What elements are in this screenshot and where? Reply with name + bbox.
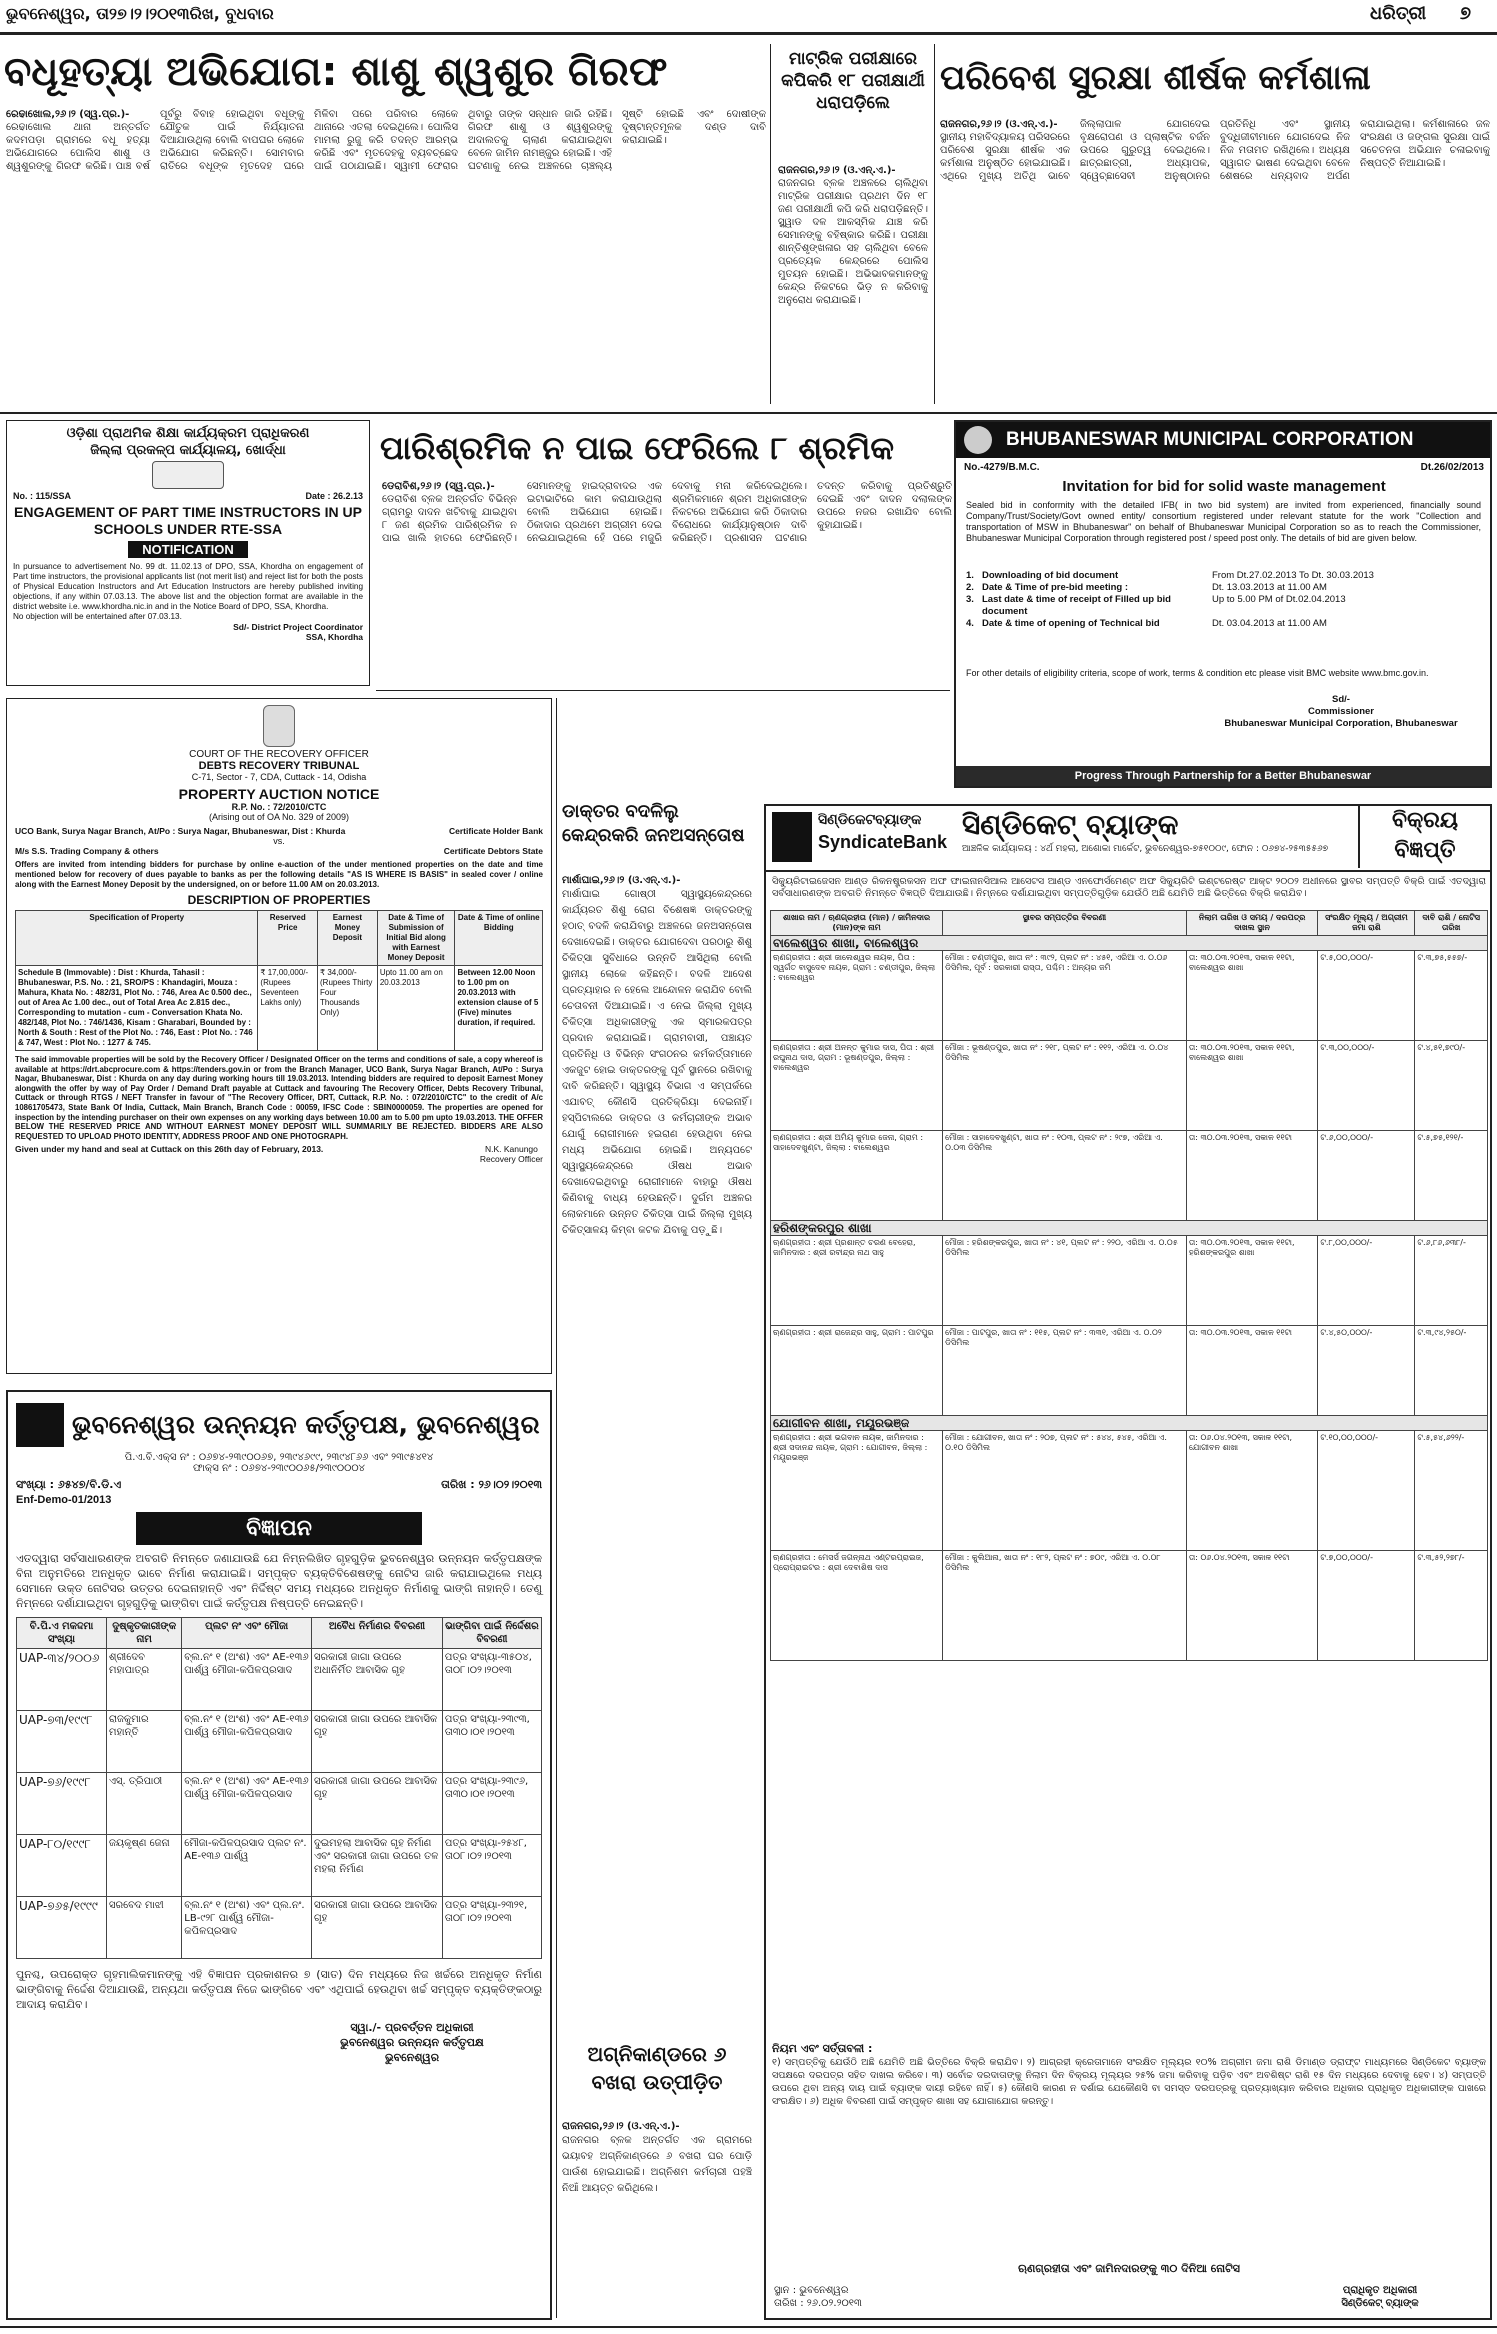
table-cell: ଟ.୩,୦୦,୦୦୦/- [1318,1041,1415,1131]
story6-headline: ଅଗ୍ନିକାଣ୍ଡରେ ୬ ବଖରା ଉତ୍ପୀଡ଼ିତ [587,2042,727,2094]
row2-rule-left [376,690,950,691]
table-cell: ସରକାରୀ ଜାଗା ଉପରେ ଆବାସିକ ଗୃହ [311,1711,442,1773]
table-cell: ଟ.୪,୫୦,୦୦୦/- [1318,1326,1415,1416]
bda-signer: ସ୍ୱା./- ପ୍ରବର୍ତ୍ତନ ଅଧିକାରୀ [350,2021,474,2034]
story4-headline: ପାରିଶ୍ରମିକ ନ ପାଇ ଫେରିଲେ ୮ ଶ୍ରମିକ [380,429,894,467]
ssa-ref-no: No. : 115/SSA [13,491,72,501]
bmc-date: Dt.26/02/2013 [1420,462,1484,473]
table-row [17,1773,542,1835]
bmc-footer: For other details of eligibility criteria, scope of work, terms & condition etc please visit BMC website www.bmc.gov.in. [966,668,1429,678]
table-cell: ପତ୍ର ସଂଖ୍ୟା-୨୩୯୩, ତା୩୦।୦୧।୨୦୧୩ [442,1711,541,1773]
table-cell: ମୌଜା : ଯୋଗୀବନ, ଖାତା ନଂ : ୨୦୭, ପ୍ଲଟ ନଂ : ୫୪୪, ୫୪୫, ଏରିଆ ଏ. ୦.୧୦ ଡିସିମିଲ [943,1431,1187,1551]
table-cell: ଟ.୭,୦୦,୦୦୦/- [1318,1551,1415,1661]
table-cell: ତା: ୩୦.୦୩.୨୦୧୩, ସକାଳ ୧୧ଟା [1186,1326,1318,1416]
story4-text: ଡେରାବିଶ ବ୍ଳକ ଅନ୍ତର୍ଗତ ବିଭିନ୍ନ ଗ୍ରାମରୁ ଦାଦନ ଖଟିବାକୁ ଯାଇଥିବା ୮ ଜଣ ଶ୍ରମିକ ପାରିଶ୍ରମିକ ନ ପାଇ ଖାଲି ହାତରେ ଫେରିଛନ୍ତି। ସେମାନଙ୍କୁ ହାଇଦ୍ରାବାଦର ଏକ ଇଟାଭାଟିରେ କାମ କରାଯାଉଥିଲା ବୋଲି ଅଭିଯୋଗ ହୋଇଛି। ଠିକାଦାର ପ୍ରଥମେ ଅଗ୍ରୀମ ଦେଇ ନେଇଯାଇଥିଲେ ହେଁ ପରେ ମଜୁରି ଦେବାକୁ ମନା କରିଦେଇଥିଲେ। ଶ୍ରମିକମାନେ ଶ୍ରମ ଅଧିକାରୀଙ୍କ ନିକଟରେ ଅଭିଯୋଗ କରି ଠିକାଦାର ବିରୋଧରେ କାର୍ଯ୍ୟାନୁଷ୍ଠାନ ଦାବି କରିଛନ୍ତି। ପ୍ରଶାସନ ଘଟଣାର ତଦନ୍ତ କରିବାକୁ ପ୍ରତିଶ୍ରୁତି ଦେଇଛି ଏବଂ ଦାଦନ ଦଲାଲଙ୍କ ଉପରେ ନଜର ରଖାଯିବ ବୋଲି କୁହାଯାଇଛି। [382,481,952,544]
story6-body [562,2120,752,2320]
bmc-item: 2. Date & Time of pre-bid meeting : Dt. 13.03.2013 at 11.00 AM [966,582,1327,593]
table-cell: ମୌଜା-କପିଳପ୍ରସାଦ ପ୍ଲଟ ନଂ. AE-୧୩୬ ପାର୍ଶ୍ୱ [182,1835,312,1897]
ssa-notification-badge: NOTIFICATION [128,541,247,558]
table-cell: ତା: ୩୦.୦୩.୨୦୧୩, ସକାଳ ୧୧ଟା [1186,1131,1318,1221]
table-cell: UAP-୭୬୫/୧୯୯୯ [17,1897,107,1959]
story1-dateline: ରେଢାଖୋଲ,୨୬।୨ (ସ୍ୱ.ପ୍ର.)- [6,109,130,120]
bda-contact: ପି.ଏ.ବି.ଏକ୍ସ ନଂ : ୦୬୭୪-୨୩୯୦୦୬୭, ୨୩୯୪୬୯୯, ୨୩୯୪୮୬୬ ଏବଂ ୨୩୯୫୪୧୪ [124,1452,434,1463]
story3-headline: ପରିବେଶ ସୁରକ୍ଷା ଶୀର୍ଷକ କର୍ମଶାଳା [940,58,1371,98]
section-branch: ଯୋଗୀବନ ଶାଖା, ମୟୂରଭଞ୍ଜ [771,1416,1488,1431]
table-cell: ଋଣଗ୍ରହୀତା : ଶ୍ରୀ ଜାଲେଶ୍ୱର ନାୟକ, ପିତା : ସ୍ୱର୍ଗତ ବାସୁଦେବ ନାୟକ, ଗ୍ରାମ : ଚଣ୍ଡୀପୁର, ଜିଲ୍ଲା : ବାଲେଶ୍ୱର [771,951,943,1041]
bda-signer-city: ଭୁବନେଶ୍ୱର [384,2051,440,2064]
story5-text: ମାର୍ଶାଘାଇ ଗୋଷ୍ଠୀ ସ୍ୱାସ୍ଥ୍ୟକେନ୍ଦ୍ରରେ କାର୍ଯ୍ୟରତ ଶିଶୁ ରୋଗ ବିଶେଷଜ୍ଞ ଡାକ୍ତରଙ୍କୁ ହଠାତ୍ ବଦଳି କରାଯିବାରୁ ଅଞ୍ଚଳରେ ଜନଅସନ୍ତୋଷ ଦେଖାଦେଇଛି। ଡାକ୍ତର ଯୋଗଦେବା ପରଠାରୁ ଶିଶୁ ଚିକିତ୍ସା ସୁବିଧାରେ ଉନ୍ନତି ଆସିଥିଲା ବୋଲି ସ୍ଥାନୀୟ ଲୋକେ କହିଛନ୍ତି। ବଦଳି ଆଦେଶ ପ୍ରତ୍ୟାହାର ନ ହେଲେ ଆନ୍ଦୋଳନ କରାଯିବ ବୋଲି ଚେତାବନୀ ଦିଆଯାଇଛି। ଏ ନେଇ ଜିଲ୍ଲା ମୁଖ୍ୟ ଚିକିତ୍ସା ଅଧିକାରୀଙ୍କୁ ଏକ ସ୍ମାରକପତ୍ର ପ୍ରଦାନ କରାଯାଇଛି। ଗ୍ରାମବାସୀ, ପଞ୍ଚାୟତ ପ୍ରତିନିଧି ଓ ବିଭିନ୍ନ ସଂଗଠନର କର୍ମକର୍ତ୍ତାମାନେ ଏକଜୁଟ ହୋଇ ଡାକ୍ତରଙ୍କୁ ପୂର୍ବ ସ୍ଥାନରେ ରଖିବାକୁ ଦାବି କରିଛନ୍ତି। ସ୍ୱାସ୍ଥ୍ୟ ବିଭାଗ ଏ ସମ୍ପର୍କରେ ଏଯାବତ୍ କୌଣସି ପ୍ରତିକ୍ରିୟା ଦେଇନାହିଁ। ହସ୍ପିଟାଲରେ ଡାକ୍ତର ଓ କର୍ମଚାରୀଙ୍କ ଅଭାବ ଯୋଗୁଁ ରୋଗୀମାନେ ହଇରାଣ ହେଉଥିବା ନେଇ ମଧ୍ୟ ଅଭିଯୋଗ ହୋଇଛି। ଅନ୍ୟପଟେ ସ୍ୱାସ୍ଥ୍ୟକେନ୍ଦ୍ରରେ ଔଷଧ ଅଭାବ ଦେଖାଦେଇଥିବାରୁ ରୋଗୀମାନେ ବାହାରୁ ଔଷଧ କିଣିବାକୁ ବାଧ୍ୟ ହେଉଛନ୍ତି। ଦୁର୍ଗମ ଅଞ୍ଚଳର ଲୋକମାନେ ଉନ୍ନତ ଚିକିତ୍ସା ପାଇଁ ଜିଲ୍ଲା ମୁଖ୍ୟ ଚିକିତ୍ସାଳୟ କିମ୍ବା କଟକ ଯିବାକୁ ପଡ଼ୁଛି। [562,889,752,1236]
table-cell: ଟ.୬,୦୦,୦୦୦/- [1318,1131,1415,1221]
section-row [771,936,1488,951]
story6-text: ରାଜନଗର ବ୍ଳକ ଅନ୍ତର୍ଗତ ଏକ ଗ୍ରାମରେ ଭୟାବହ ଅଗ୍ନିକାଣ୍ଡରେ ୬ ବଖରା ଘର ପୋଡ଼ି ପାଉଁଶ ହୋଇଯାଇଛି। ଅଗ୍ନିଶମ କର୍ମଚାରୀ ପହଞ୍ଚି ନିଆଁ ଆୟତ୍ତ କରିଥିଲେ। [562,2135,752,2194]
column-header: ଶାଖାର ନାମ / ଋଣଗ୍ରହୀତା (ମାନ) / ଜାମିନଦାର (ମାନ)ଙ୍କ ନାମ [771,911,943,936]
ssa-notice [6,420,370,686]
section-row [771,1416,1488,1431]
table-cell: UAP-୭୩/୧୯୯୮ [17,1711,107,1773]
section-row [771,1221,1488,1236]
column-header: Specification of Property [16,911,258,966]
drt-desc-title: DESCRIPTION OF PROPERTIES [187,893,371,907]
bmc-signature [1206,694,1476,730]
syndicate-intro: ସିକ୍ୟୁରିଟାଇଜେସନ ଆଣ୍ଡ ରିକନଷ୍ଟ୍ରକସନ ଅଫ ଫାଇନାନସିଆଲ ଆସେଟସ ଆଣ୍ଡ ଏନଫୋର୍ସମେଣ୍ଟ ଅଫ ସିକ୍ୟୁରିଟି ଇଣ୍ଟରେଷ୍ଟ ଆକ୍ଟ ୨୦୦୨ ଅଧୀନରେ ସ୍ଥାବର ସମ୍ପତ୍ତି ବିକ୍ରି ପାଇଁ ଏତଦ୍ୱାରା ସର୍ବସାଧାରଣଙ୍କ ଅବଗତି ନିମନ୍ତେ ବିଜ୍ଞପ୍ତି ଦିଆଯାଉଛି। ନିମ୍ନରେ ଦର୍ଶାଯାଇଥିବା ସମ୍ପତ୍ତିଗୁଡ଼ିକ ଯେଉଁଠି ଅଛି ଯେମିତି ଅଛି ଭିତ୍ତିରେ ବିକ୍ରି କରାଯିବ। [772,876,1486,899]
syndicate-notice [764,804,1492,2320]
bmc-item: 1. Downloading of bid document From Dt.27.02.2013 To Dt. 30.03.2013 [966,570,1374,581]
table-cell: ବ୍ଲ.ନଂ ୧ (ଅଂଶ) ଏବଂ ପ୍ଲ.ନଂ. LB-୯୨୮ ପାର୍ଶ୍ୱ ମୌଜା-କପିଳପ୍ରସାଦ [182,1897,312,1959]
column-header: ପ୍ଲଟ ନଂ ଏବଂ ମୌଜା [182,1618,312,1649]
drt-debtor: M/s S.S. Trading Company & others [15,846,159,856]
story3-body [940,118,1490,408]
drt-given: Given under my hand and seal at Cuttack on this 26th day of February, 2013. [15,1144,324,1155]
syndicate-logo-odia: ସିଣ୍ଡିକେଟବ୍ୟାଙ୍କ [818,812,922,828]
table-cell: ₹ 17,00,000/- (Rupees Seventeen Lakhs only) [258,966,318,1051]
syndicate-date: ତାରିଖ : ୨୬.୦୨.୨୦୧୩ [774,2298,862,2309]
drt-debtor-role: Certificate Debtors State [443,846,543,856]
table-cell: ମୌଜା : ସାହାଦେବଖୁଣ୍ଟା, ଖାତା ନଂ : ୧୦୩, ପ୍ଲଟ ନଂ : ୨୯୭, ଏରିଆ ଏ. ୦.୦୩ ଡିସିମିଲ [943,1131,1187,1221]
table-header-row [16,911,543,966]
table-row [17,1649,542,1711]
bmc-subtitle: Invitation for bid for solid waste management [1062,478,1386,495]
syndicate-place-date [774,2284,1074,2310]
story5-headline: ଡାକ୍ତର ବଦଳିଲୁ କେନ୍ଦ୍ରକରି ଜନଅସନ୍ତୋଷ [562,801,745,846]
bda-signer-org: ଭୁବନେଶ୍ୱର ଉନ୍ନୟନ କର୍ତ୍ତୃପକ୍ଷ [340,2036,484,2049]
table-cell: ମୌଜା : ଭୂଷଣ୍ଡପୁର, ଖାତା ନଂ : ୨୧୮, ପ୍ଲଟ ନଂ : ୧୧୨, ଏରିଆ ଏ. ୦.୦୪ ଡିସିମିଲ [943,1041,1187,1131]
bmc-notice [954,420,1492,788]
syndicate-signer: ପ୍ରାଧିକୃତ ଅଧିକାରୀ [1342,2285,1418,2296]
story2-body [778,164,928,404]
drt-tribunal: DEBTS RECOVERY TRIBUNAL [198,760,360,772]
table-row [16,966,543,1051]
col-divider-3 [556,698,557,2318]
table-cell: ଋଣଗ୍ରହୀତା : ଶ୍ରୀ ଅମିୟ କୁମାର ଜେନା, ଗ୍ରାମ : ସାହାଦେବଖୁଣ୍ଟା, ଜିଲ୍ଲା : ବାଲେଶ୍ୱର [771,1131,943,1221]
drt-office: COURT OF THE RECOVERY OFFICER [189,749,369,760]
table-cell: ତା: ୩୦.୦୩.୨୦୧୩, ସକାଳ ୧୧ଟା, ହରିଶଙ୍କରପୁର ଶାଖା [1186,1236,1318,1326]
table-cell: ସରକାରୀ ଜାଗା ଉପରେ ଆବାସିକ ଗୃହ [311,1897,442,1959]
table-row [17,1835,542,1897]
table-cell: ଟ.୮,୦୦,୦୦୦/- [1318,1236,1415,1326]
table-cell: ମୌଜା : ହରିଶଙ୍କରପୁର, ଖାତା ନଂ : ୪୧, ପ୍ଲଟ ନଂ : ୨୨୦, ଏରିଆ ଏ. ୦.୦୫ ଡିସିମିଲ [943,1236,1187,1326]
syndicate-terms [772,2042,1486,2108]
drt-arising: (Arising out of OA No. 329 of 2009) [208,812,350,822]
syndicate-terms-text: ୧) ସମ୍ପତ୍ତିକୁ ଯେଉଁଠି ଅଛି ଯେମିତି ଅଛି ଭିତ୍ତିରେ ବିକ୍ରି କରାଯିବ। ୨) ଆଗ୍ରହୀ କ୍ରେତାମାନେ ସଂରକ୍ଷିତ ମୂଲ୍ୟର ୧୦% ଅଗ୍ରୀମ ଜମା ରାଶି ଡିମାଣ୍ଡ ଡ୍ରାଫ୍ଟ ମାଧ୍ୟମରେ ସିଣ୍ଡିକେଟ ବ୍ୟାଙ୍କ ସପକ୍ଷରେ ଦରପତ୍ର ସହିତ ଦାଖଲ କରିବେ। ୩) ସର୍ବୋଚ୍ଚ ଦରଦାତାଙ୍କୁ ନିଲାମ ଦିନ ବିକ୍ରୟ ମୂଲ୍ୟର ୨୫% ଜମା କରିବାକୁ ପଡ଼ିବ ଏବଂ ଅବଶିଷ୍ଟ ରାଶି ୧୫ ଦିନ ମଧ୍ୟରେ ଦେବାକୁ ହେବ। ୪) ସମ୍ପତ୍ତି ଉପରେ ଥିବା ଅନ୍ୟ ଦାୟ ପାଇଁ ବ୍ୟାଙ୍କ ଦାୟୀ ରହିବେ ନାହିଁ। ୫) କୌଣସି କାରଣ ନ ଦର୍ଶାଇ ଯେକୌଣସି ବା ସମସ୍ତ ଦରପତ୍ରକୁ ପ୍ରତ୍ୟାଖ୍ୟାନ କରିବାର ଅଧିକାର ପ୍ରାଧିକୃତ ଅଧିକାରୀଙ୍କ ପାଖରେ ସଂରକ୍ଷିତ। ୬) ଅଧିକ ବିବରଣୀ ପାଇଁ ସମ୍ପୃକ୍ତ ଶାଖା ସହ ଯୋଗାଯୋଗ କରନ୍ତୁ। [772,2057,1486,2107]
table-row [771,1326,1488,1416]
table-cell: ଋଣଗ୍ରହୀତା : ଶ୍ରୀ ଭଗବାନ ନାୟକ, ଜାମିନଦାର : ଶ୍ରୀ ସଦାନନ୍ଦ ନାୟକ, ଗ୍ରାମ : ଯୋଗୀବନ, ଜିଲ୍ଲା : ମୟୂରଭଞ୍ଜ [771,1431,943,1551]
column-header: Reserved Price [258,911,318,966]
emblem-icon [263,705,295,747]
story2-headline: ମାଟ୍ରିକ ପରୀକ୍ଷାରେ କପିକରି ୧୮ ପରୀକ୍ଷାର୍ଥୀ ଧରାପଡ଼ିଲେ [781,49,925,113]
table-row [771,951,1488,1041]
table-header-row [771,911,1488,936]
drt-property-table [15,910,543,1051]
drt-terms: The said immovable properties will be sold by the Recovery Officer / Designated Officer on the terms and conditions of sale, a copy whereof is available at https://drt.abcprocure.com & https://tenders.gov.in or from the Branch Manager, UCO Bank, Surya Nagar Branch, At/Po : Surya Nagar, Bhubaneswar, Dist : Khurda on any day during working hours till 19.03.2013. Intending bidders are required to deposit Earnest Money alongwith the offer by way of Pay Order / Demand Draft payable at Cuttack and favouring The Recovery Officer, Debts Recovery Tribunal, Cuttack or through RTGS / NEFT Transfer in favour of "The Recovery Officer, DRT, Cuttack, R.P. No. : 072/2010/CTC" to the credit of A/c 10861705473, State Bank Of India, Cuttack, Main Branch, Branch Code : 00059, IFSC Code : SBIN0000059. The properties are opened for inspection by the intending purchaser on their own expenses on any working days between 10.00 am to 5.00 pm upto 19.03.2013. THE OFFER BELOW THE RESERVED PRICE AND WITHOUT EARNEST MONEY DEPOSIT WILL SUMMARILY BE REJECTED. BIDDERS ARE ALSO REQUESTED TO UPLOAD PHOTO IDENTITY, ADDRESS PROOF AND ONE PHOTOGRAPH. [15,1055,543,1141]
bda-intro: ଏତଦ୍ୱାରା ସର୍ବସାଧାରଣଙ୍କ ଅବଗତି ନିମନ୍ତେ ଜଣାଯାଉଛି ଯେ ନିମ୍ନଲିଖିତ ଗୃହଗୁଡ଼ିକ ଭୁବନେଶ୍ୱର ଉନ୍ନୟନ କର୍ତ୍ତୃପକ୍ଷଙ୍କ ବିନା ଅନୁମତିରେ ଅନଧିକୃତ ଭାବେ ନିର୍ମାଣ କରାଯାଇଛି। ସମ୍ପୃକ୍ତ ବ୍ୟକ୍ତିବିଶେଷଙ୍କୁ ନୋଟିସ ଜାରି କରାଯାଇଥିଲେ ମଧ୍ୟ ସେମାନେ ଉକ୍ତ ନୋଟିସର ଉତ୍ତର ଦେଇନାହାନ୍ତି ଏବଂ ନିର୍ଦ୍ଦିଷ୍ଟ ସମୟ ମଧ୍ୟରେ ଅନଧିକୃତ ନିର୍ମାଣକୁ ଭାଙ୍ଗି ନାହାନ୍ତି। ତେଣୁ ନିମ୍ନରେ ଦର୍ଶାଯାଇଥିବା ଗୃହଗୁଡ଼ିକୁ ଭାଙ୍ଗିବା ପାଇଁ କର୍ତ୍ତୃପକ୍ଷ ନିଷ୍ପତ୍ତି ନେଇଛନ୍ତି। [16,1552,542,1610]
table-cell: ତା: ୦୬.୦୪.୨୦୧୩, ସକାଳ ୧୧ଟା [1186,1551,1318,1661]
page-number: ୭ [1460,3,1472,24]
table-cell: ଶ୍ରୀଦେବ ମହାପାତ୍ର [107,1649,182,1711]
column-header: ବି.ପି.ଏ ମକଦ୍ଦମା ସଂଖ୍ୟା [17,1618,107,1649]
table-header-row [17,1618,542,1649]
col-divider-1 [770,44,771,404]
story5-dateline: ମାର୍ଶାଘାଇ,୨୬।୨ (ଓ.ଏନ୍.ଏ.)- [562,875,681,886]
footer-rule [0,2326,1497,2328]
table-cell: ମୌଜା : ପାଟପୁର, ଖାତା ନଂ : ୧୧୫, ପ୍ଲଟ ନଂ : ୩୩୧, ଏରିଆ ଏ. ୦.୦୨ ଡିସିମିଲ [943,1326,1187,1416]
section-branch: ବାଲେଶ୍ୱର ଶାଖା, ବାଲେଶ୍ୱର [771,936,1488,951]
syndicate-place: ସ୍ଥାନ : ଭୁବନେଶ୍ୱର [774,2285,849,2296]
story2-dateline: ରାଜନଗର,୨୬।୨ (ଓ.ଏନ୍.ଏ.)- [778,165,896,176]
table-cell: ଟ.୫,୦୦,୦୦୦/- [1318,951,1415,1041]
page-header [0,0,1497,30]
bmc-notice-no: No.-4279/B.M.C. [964,462,1040,473]
table-cell: ବ୍ଲ.ନଂ ୧ (ଅଂଶ) ଏବଂ AE-୧୩୬ ପାର୍ଶ୍ୱ ମୌଜା-କପିଳପ୍ରସାଦ [182,1773,312,1835]
header-rule [0,32,1497,35]
syndicate-logo-icon [772,812,812,862]
column-header: ସ୍ଥାବର ସମ୍ପତ୍ତିର ବିବରଣୀ [943,911,1187,936]
table-cell: ଋଣଗ୍ରହୀତା : ଶ୍ରୀ ରାଜେନ୍ଦ୍ର ସାହୁ, ଗ୍ରାମ : ପାଟପୁର [771,1326,943,1416]
bmc-sign3: Bhubaneswar Municipal Corporation, Bhubaneswar [1224,718,1458,729]
table-cell: ପତ୍ର ସଂଖ୍ୟା-୨୫୪୮, ତା୦୮।୦୨।୨୦୧୩ [442,1835,541,1897]
story4-body [382,480,952,680]
table-row [771,1131,1488,1221]
table-cell: ଋଣଗ୍ରହୀତା : ଶ୍ରୀ ପ୍ରଶାନ୍ତ ଚରଣ ବେହେରା, ଜାମିନଦାର : ଶ୍ରୀ ରବୀନ୍ଦ୍ର ନାଥ ସାହୁ [771,1236,943,1326]
table-cell: UAP-୩୪/୨୦୦୬ [17,1649,107,1711]
masthead: ଧରିତ୍ରୀ [1370,3,1427,24]
table-cell: ମୌଜା : ଚଣ୍ଡୀପୁର, ଖାତା ନଂ : ୩୯୨, ପ୍ଲଟ ନଂ : ୪୫୧, ଏରିଆ ଏ. ୦.୦୬ ଡିସିମିଲ, ପୂର୍ବ : ସରକାରୀ ରାସ୍ତା, ପଶ୍ଚିମ : ଅନ୍ୟର ଜମି [943,951,1187,1041]
syndicate-signature [1280,2284,1480,2310]
table-row [17,1711,542,1773]
bda-notice-title: ବିଜ୍ଞାପନ [136,1512,422,1545]
story5-body [562,874,752,2014]
column-header: ସଂରକ୍ଷିତ ମୂଲ୍ୟ / ଅଗ୍ରୀମ ଜମା ରାଶି [1318,911,1415,936]
drt-officer-title: Recovery Officer [479,1154,543,1165]
table-cell: ରାଜକୁମାର ମହାନ୍ତି [107,1711,182,1773]
drt-vs: vs. [273,836,285,846]
drt-bank-role: Certificate Holder Bank [449,826,543,836]
table-cell: ମୌଜା : କୁଲିଆନା, ଖାତା ନଂ : ୧୮୨, ପ୍ଲଟ ନଂ : ୭୦୯, ଏରିଆ ଏ. ୦.୦୮ ଡିସିମିଲ [943,1551,1187,1661]
drt-officer-name: N.K. Kanungo [484,1144,538,1155]
ssa-footer-note: No objection will be entertained after 07.03.13. [13,612,182,621]
bda-table [16,1617,542,1959]
ssa-logo [152,461,224,489]
syndicate-address: ଆଞ୍ଚଳିକ କାର୍ଯ୍ୟାଳୟ : ୪ର୍ଥ ମହଲା, ଅଶୋକା ମାର୍କେଟ, ଭୁବନେଶ୍ୱର-୭୫୧୦୦୯, ଫୋନ : ୦୬୭୪-୨୫୩୫୫୬୭ [962,844,1329,854]
table-row [771,1041,1488,1131]
column-header: Earnest Money Deposit [318,911,378,966]
syndicate-odia-name: ସିଣ୍ଡିକେଟ୍ ବ୍ୟାଙ୍କ [962,808,1179,841]
table-cell: ଟ.୬,୮୬,୬୩୮/- [1415,1236,1488,1326]
story6-dateline: ରାଜନଗର,୨୬।୨ (ଓ.ଏନ୍.ଏ.)- [562,2121,680,2132]
story1-text: ରେଢାଖୋଲ ଥାନା ଅନ୍ତର୍ଗତ କଦମପଡ଼ା ଗ୍ରାମରେ ବଧୂ ହତ୍ୟା ଅଭିଯୋଗରେ ପୋଲିସ ଶାଶୁ ଓ ଶ୍ୱଶୁରଙ୍କୁ ଗିରଫ କରିଛି। ପାଞ୍ଚ ବର୍ଷ ପୂର୍ବରୁ ବିବାହ ହୋଇଥିବା ବଧୂଙ୍କୁ ଯୌତୁକ ପାଇଁ ନିର୍ଯ୍ୟାତନା ଦିଆଯାଉଥିଲା ବୋଲି ବାପଘର ଲୋକେ ଅଭିଯୋଗ କରିଛନ୍ତି। ସୋମବାର ରାତିରେ ବଧୂଙ୍କ ମୃତଦେହ ଘରେ ମିଳିବା ପରେ ପରିବାର ଲୋକେ ଥାନାରେ ଏତଲା ଦେଇଥିଲେ। ପୋଲିସ ମାମଲା ରୁଜୁ କରି ତଦନ୍ତ ଆରମ୍ଭ କରିଛି ଏବଂ ମୃତଦେହକୁ ବ୍ୟବଚ୍ଛେଦ ପାଇଁ ପଠାଯାଇଛି। ସ୍ୱାମୀ ଫେରାର ଥିବାରୁ ତାଙ୍କ ସନ୍ଧାନ ଜାରି ରହିଛି। ଗିରଫ ଶାଶୁ ଓ ଶ୍ୱଶୁରଙ୍କୁ ଅଦାଲତକୁ ଚାଲାଣ କରାଯାଇଥିବା ବେଳେ ଜାମିନ ନାମଞ୍ଜୁର ହୋଇଛି। ଏହି ଘଟଣାକୁ ନେଇ ଅଞ୍ଚଳରେ ଚାଞ୍ଚଲ୍ୟ ସୃଷ୍ଟି ହୋଇଛି ଏବଂ ଦୋଷୀଙ୍କ ଦୃଷ୍ଟାନ୍ତମୂଳକ ଦଣ୍ଡ ଦାବି କରାଯାଇଛି। [6,109,766,172]
bmc-title: BHUBANESWAR MUNICIPAL CORPORATION [1006,429,1414,450]
table-cell: ଟ.୩,୯୪,୨୫୦/- [1415,1326,1488,1416]
section-branch: ହରିଶଙ୍କରପୁର ଶାଖା [771,1221,1488,1236]
story1-body [6,108,766,408]
syndicate-signer-org: ସିଣ୍ଡିକେଟ୍ ବ୍ୟାଙ୍କ [1341,2298,1419,2309]
syndicate-sale-notice: ବିକ୍ରୟ ବିଜ୍ଞପ୍ତି [1358,806,1490,868]
drt-bank: UCO Bank, Surya Nagar Branch, At/Po : Surya Nagar, Bhubaneswar, Dist : Khurda [15,826,346,836]
table-row [771,1551,1488,1661]
col-divider-2 [934,44,935,404]
table-cell: ସରକାରୀ ଜାଗା ଉପରେ ଆବାସିକ ଗୃହ [311,1773,442,1835]
drt-address: C-71, Sector - 7, CDA, Cuttack - 14, Odisha [191,772,367,782]
column-header: ଭାଙ୍ଗିବା ପାଇଁ ନିର୍ଦ୍ଦେଶର ବିବରଣୀ [442,1618,541,1649]
table-row [771,1431,1488,1551]
table-cell: ସରବେଦ ମାଝୀ [107,1897,182,1959]
table-cell: ଏସ୍. ତ୍ରିପାଠୀ [107,1773,182,1835]
table-cell: ବ୍ଲ.ନଂ ୧ (ଅଂଶ) ଏବଂ AE-୧୩୬ ପାର୍ଶ୍ୱ ମୌଜା-କପିଳପ୍ରସାଦ [182,1711,312,1773]
table-cell: ଟ.୫,୫୪,୬୨୨/- [1415,1431,1488,1551]
bmc-item: 4. Date & time of opening of Technical bid Dt. 03.04.2013 at 11.00 AM [966,618,1327,629]
syndicate-footer-line: ଋଣଗ୍ରହୀତା ଏବଂ ଜାମିନଦାରଙ୍କୁ ୩୦ ଦିନିଆ ନୋଟିସ [1018,2262,1240,2275]
column-header: ନିଲାମ ତାରିଖ ଓ ସମୟ / ଦରପତ୍ର ଦାଖଲ ସ୍ଥାନ [1186,911,1318,936]
syndicate-table-wrap [770,910,1488,1661]
bda-fax: ଫାକ୍ସ ନଂ : ୦୬୭୪-୨୩୯୦୦୬୫/୨୩୯୦୦୦୪ [193,1463,365,1474]
bda-logo-icon [16,1403,64,1447]
drt-title: PROPERTY AUCTION NOTICE [178,786,380,802]
story4-dateline: ଡେରାବିଶ,୨୬।୨ (ସ୍ୱ.ପ୍ର.)- [382,481,495,492]
table-cell: Between 12.00 Noon to 1.00 pm on 20.03.2013 with extension clause of 5 (Five) minutes duration, if required. [455,966,543,1051]
table-cell: ₹ 34,000/- (Rupees Thirty Four Thousands Only) [318,966,378,1051]
bmc-item: 3. Last date & time of receipt of Filled up bid document Up to 5.00 PM of Dt.02.04.2013 [966,594,1346,617]
bda-ref: Enf-Demo-01/2013 [16,1494,112,1506]
ssa-org-line1: ଓଡ଼ିଶା ପ୍ରାଥମିକ ଶିକ୍ଷା କାର୍ଯ୍ୟକ୍ରମ ପ୍ରାଧିକରଣ [66,426,310,441]
bda-signature [282,2020,542,2065]
bda-footer-text: ପୁନଶ୍ଚ, ଉପରୋକ୍ତ ଗୃହମାଲିକମାନଙ୍କୁ ଏହି ବିଜ୍ଞାପନ ପ୍ରକାଶନର ୭ (ସାତ) ଦିନ ମଧ୍ୟରେ ନିଜ ଖର୍ଚ୍ଚରେ ଅନଧିକୃତ ନିର୍ମାଣ ଭାଙ୍ଗିବାକୁ ନିର୍ଦ୍ଦେଶ ଦିଆଯାଉଛି, ଅନ୍ୟଥା କର୍ତ୍ତୃପକ୍ଷ ନିଜେ ଭାଙ୍ଗିବେ ଏବଂ ଏଥିପାଇଁ ହେଉଥିବା ଖର୍ଚ୍ଚ ସମ୍ପୃକ୍ତ ବ୍ୟକ୍ତିଙ୍କଠାରୁ ଆଦାୟ କରାଯିବ। [16,1968,542,2011]
drt-intro: Offers are invited from intending bidders for purchase by online e-auction of the under mentioned properties on the date and time mentioned below for recovery of dues payable to banks as per the following details "AS IS WHERE IS BASIS" in sealed cover / online along with the Earnest Money Deposit by the undersigned, on or before 11.00 AM on 20.03.2013. [15,860,543,889]
syndicate-logo [772,810,952,866]
table-cell: UAP-୮୦/୧୯୯୮ [17,1835,107,1897]
bmc-logo-icon [964,426,992,454]
table-cell: ସରକାରୀ ଜାଗା ଉପରେ ଅଧାନିର୍ମିତ ଆବାସିକ ଗୃହ [311,1649,442,1711]
table-cell: ଋଣଗ୍ରହୀତା : ମେସର୍ସ ଜଗନ୍ନାଥ ଏଣ୍ଟରପ୍ରାଇଜ, ପ୍ରୋପ୍ରାଇଟର : ଶ୍ରୀ ଦେବାଶିଷ ଦାସ [771,1551,943,1661]
dateline: ଭୁବନେଶ୍ୱର, ତା୨୭।୨।୨୦୧୩ରିଖ, ବୁଧବାର [6,4,274,23]
bmc-tagline: Progress Through Partnership for a Better Bhubaneswar [956,766,1490,786]
table-cell: ଟ.୧୦,୦୦,୦୦୦/- [1318,1431,1415,1551]
table-cell: Schedule B (Immovable) : Dist : Khurda, Tahasil : Bhubaneswar, P.S. No. : 21, SRO/PS : Khandagiri, Mouza : Mahura, Khata No. : 482/31, Plot No. : 746, Area Ac 0.500 dec., out of Area Ac 1.00 dec., out of Total Area Ac 2.815 dec., Corresponding to mutation - cum - Conversation Khata No. 482/148, Plot No. : 746/1436, Kisam : Gharabari, Bounded by : North & South : Rest of the Plot No. : 746, East : Plot No. : 746 & 747, West : Plot No. : 1277 & 745. [16,966,258,1051]
table-cell: ଦୁଇମହଲା ଆବାସିକ ଗୃହ ନିର୍ମାଣ ଏବଂ ସରକାରୀ ଜାଗା ଉପରେ ତଳ ମହଲା ନିର୍ମାଣ [311,1835,442,1897]
table-cell: ଟ.୪,୫୧,୭୯୦/- [1415,1041,1488,1131]
table-cell: ବ୍ଲ.ନଂ ୧ (ଅଂଶ) ଏବଂ AE-୧୩୬ ପାର୍ଶ୍ୱ ମୌଜା-କପିଳପ୍ରସାଦ [182,1649,312,1711]
bmc-title-band [956,422,1490,458]
table-cell: ପତ୍ର ସଂଖ୍ୟା-୨୩୨୧, ତା୦୮।୦୨।୨୦୧୩ [442,1897,541,1959]
syndicate-logo-text: SyndicateBank [818,832,948,852]
story2-text: ରାଜନଗର ବ୍ଳକ ଅଞ୍ଚଳରେ ଚାଲିଥିବା ମାଟ୍ରିକ ପରୀକ୍ଷାର ପ୍ରଥମ ଦିନ ୧୮ ଜଣ ପରୀକ୍ଷାର୍ଥୀ କପି କରି ଧରାପଡ଼ିଛନ୍ତି। ସ୍କ୍ୱାଡ ଦଳ ଆକସ୍ମିକ ଯାଞ୍ଚ କରି ସେମାନଙ୍କୁ ବହିଷ୍କାର କରିଛି। ପରୀକ୍ଷା ଶାନ୍ତିଶୃଙ୍ଖଳାର ସହ ଚାଲିଥିବା ବେଳେ ପ୍ରତ୍ୟେକ କେନ୍ଦ୍ରରେ ପୋଲିସ ମୁତୟନ ହୋଇଛି। ଅଭିଭାବକମାନଙ୍କୁ କେନ୍ଦ୍ର ନିକଟରେ ଭିଡ଼ ନ କରିବାକୁ ଅନୁରୋଧ କରାଯାଇଛି। [778,178,928,306]
table-cell: ଟ.୩,୭୫,୫୫୭/- [1415,951,1488,1041]
story3-dateline: ରାଜନଗର,୨୬।୨ (ଓ.ଏନ୍.ଏ.)- [940,119,1058,130]
row1-rule [0,412,1497,414]
column-header: Date & Time of online Bidding [455,911,543,966]
drt-rp-no: R.P. No. : 72/2010/CTC [231,802,327,812]
ssa-title: ENGAGEMENT OF PART TIME INSTRUCTORS IN UP SCHOOLS UNDER RTE-SSA [14,504,362,537]
table-cell: ଜୟକୃଷ୍ଣ ଜେନା [107,1835,182,1897]
column-header: ଦୁଷ୍କୃତକାରୀଙ୍କ ନାମ [107,1618,182,1649]
table-cell: UAP-୭୬/୧୯୯୮ [17,1773,107,1835]
bda-notice [6,1390,552,2320]
table-cell: ତା: ୩୦.୦୩.୨୦୧୩, ସକାଳ ୧୧ଟା, ବାଲେଶ୍ୱର ଶାଖା [1186,1041,1318,1131]
syndicate-terms-title: ନିୟମ ଏବଂ ସର୍ତ୍ତାବଳୀ : [772,2042,873,2055]
drt-notice [6,698,552,1374]
bmc-body: Sealed bid in conformity with the detailed IFB( in two bid system) are invited from experienced, financially sound Company/Trust/Society/Govt owned entity/ consortium registered under relevant statute for the work "Collection and transportation of MSW in Bhubaneswar" on behalf of Bhubaneswar Municipal Corporation so as to reach the Commissioner, Bhubaneswar Municipal Corporation through registered post / speed post only. The details of bid are given below. [966,500,1481,543]
table-cell: ଟ.୩,୫୨,୨୭୮/- [1415,1551,1488,1661]
bda-letter-no: ସଂଖ୍ୟା : ୬୫୪୭/ବି.ଡି.ଏ [16,1478,122,1491]
table-row [17,1897,542,1959]
ssa-body: In pursuance to advertisement No. 99 dt. 11.02.13 of DPO, SSA, Khordha on engagement of Part time instructors, the provisional applicants list (not merit list) and reject list for both the posts of Physical Education Instructors and Art Education Instructors are hereby published inviting objections, if any within 07.03.13. The above list and the objection format are available in the district website i.e. www.khordha.nic.in and in the Notice Board of DPO, SSA, Khordha. [13,562,363,611]
bmc-items [966,570,1481,630]
ssa-date: Date : 26.2.13 [305,491,363,501]
story1-headline: ବଧୂହତ୍ୟା ଅଭିଯୋଗ: ଶାଶୁ ଶ୍ୱଶୁର ଗିରଫ [4,49,668,95]
syndicate-table [770,910,1488,1661]
table-cell: ଟ.୫,୭୫,୧୨୧/- [1415,1131,1488,1221]
table-cell: Upto 11.00 am on 20.03.2013 [377,966,455,1051]
story3-text: ସ୍ଥାନୀୟ ମହାବିଦ୍ୟାଳୟ ପରିସରରେ ପରିବେଶ ସୁରକ୍ଷା ଶୀର୍ଷକ ଏକ କର୍ମଶାଳା ଅନୁଷ୍ଠିତ ହୋଇଯାଇଛି। ଏଥିରେ ମୁଖ୍ୟ ଅତିଥି ଭାବେ ଜିଲ୍ଲାପାଳ ଯୋଗଦେଇ ବୃକ୍ଷରୋପଣ ଓ ପ୍ଲାଷ୍ଟିକ ବର୍ଜନ ଉପରେ ଗୁରୁତ୍ୱ ଦେଇଥିଲେ। ଛାତ୍ରଛାତ୍ରୀ, ଅଧ୍ୟାପକ, ସ୍ୱେଚ୍ଛାସେବୀ ଅନୁଷ୍ଠାନର ପ୍ରତିନିଧି ଏବଂ ସ୍ଥାନୀୟ ବୁଦ୍ଧିଜୀବୀମାନେ ଯୋଗଦେଇ ନିଜ ନିଜ ମତାମତ ରଖିଥିଲେ। ଅଧ୍ୟକ୍ଷ ସ୍ୱାଗତ ଭାଷଣ ଦେଇଥିବା ବେଳେ ଶେଷରେ ଧନ୍ୟବାଦ ଅର୍ପଣ କରାଯାଇଥିଲା। କର୍ମଶାଳାରେ ଜଳ ସଂରକ୍ଷଣ ଓ ଜଙ୍ଗଲ ସୁରକ୍ଷା ପାଇଁ ସଚେତନତା ଅଭିଯାନ ଚଳାଇବାକୁ ନିଷ୍ପତ୍ତି ନିଆଯାଇଛି। [940,119,1490,182]
bda-header [16,1398,542,1452]
syndicate-header [766,806,1490,872]
table-cell: ଋଣଗ୍ରହୀତା : ଶ୍ରୀ ଅନନ୍ତ କୁମାର ଦାସ, ପିତା : ଶ୍ରୀ ରଘୁନାଥ ଦାସ, ଗ୍ରାମ : ଭୂଷଣ୍ଡପୁର, ଜିଲ୍ଲା : ବାଲେଶ୍ୱର [771,1041,943,1131]
bda-date: ତାରିଖ : ୨୬।୦୨।୨୦୧୩ [441,1478,542,1491]
column-header: ଦାବି ରାଶି / ନୋଟିସ ତାରିଖ [1415,911,1488,936]
bmc-sign1: Sd/- [1332,694,1350,705]
column-header: Date & Time of Submission of Initial Bid along with Earnest Money Deposit [377,911,455,966]
ssa-signatory: Sd/- District Project Coordinator SSA, Khordha [233,622,363,642]
table-cell: ତା: ୩୦.୦୩.୨୦୧୩, ସକାଳ ୧୧ଟା, ବାଲେଶ୍ୱର ଶାଖା [1186,951,1318,1041]
table-cell: ପତ୍ର ସଂଖ୍ୟା-୩୫୦୪, ତା୦୮।୦୨।୨୦୧୩ [442,1649,541,1711]
ssa-org-line2: ଜିଲ୍ଲା ପ୍ରକଳ୍ପ କାର୍ଯ୍ୟାଳୟ, ଖୋର୍ଦ୍ଧା [90,443,286,458]
table-row [771,1236,1488,1326]
column-header: ଅବୈଧ ନିର୍ମାଣର ବିବରଣୀ [311,1618,442,1649]
table-cell: ପତ୍ର ସଂଖ୍ୟା-୨୩୯୬, ତା୩୦।୦୧।୨୦୧୩ [442,1773,541,1835]
bda-title: ଭୁବନେଶ୍ୱର ଉନ୍ନୟନ କର୍ତ୍ତୃପକ୍ଷ, ଭୁବନେଶ୍ୱର [72,1410,540,1439]
bmc-sign2: Commissioner [1308,706,1374,717]
table-cell: ତା: ୦୬.୦୪.୨୦୧୩, ସକାଳ ୧୧ଟା, ଯୋଗୀବନ ଶାଖା [1186,1431,1318,1551]
